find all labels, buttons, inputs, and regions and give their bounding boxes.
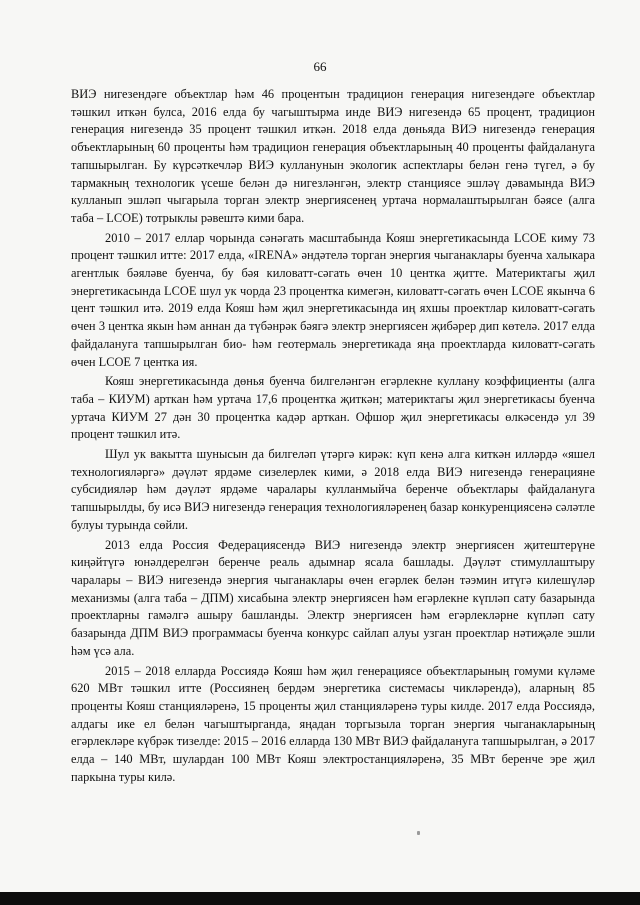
paragraph-4: Шул ук вакытта шунысын да билгеләп үтәргә кирәк: күп кенә алга киткән илләрдә «яшел технологияләргә» дәүләт ярдәме сизелерлек кими, ә 2018 елда ВИЭ нигезендә генерацияне субсидияләр һәм дәүләт ярдәме чаралары кулланмыйча беренче объектлары файдалануга тапшырылды, бу исә ВИЭ нигезендә генерация технологияләренең базар конкуренциясенә сәләтле булуы турында сөйли. (71, 447, 595, 532)
document-body (71, 86, 595, 788)
paragraph-6: 2015 – 2018 елларда Россиядә Кояш һәм җил генерациясе объектларының гомуми күләме 620 МВт тәшкил итте (Россиянең бердәм энергетика системасы чикләрендә), аларның 85 проценты Кояш станцияләренә, 15 проценты җил станцияләренә туры килде. 2017 елда Россиядә, алдагы ике ел белән чагыштырганда, яңадан торгызыла торган энергия чыганакларының егәрлекләре күбрәк тизелде: 2015 – 2016 елларда 130 МВт ВИЭ файдалануга тапшырылган, ә 2017 елда – 140 МВт, шулардан 100 МВт Кояш электростанцияләренә, 35 МВт беренче эре җил паркына туры килә. (71, 663, 595, 784)
scan-bottom-border (0, 892, 640, 905)
paragraph-1: ВИЭ нигезендәге объектлар һәм 46 процентын традицион генерация нигезендәге объектлар тәшкил иткән булса, 2016 елда бу чагыштырма инде ВИЭ нигезендә 65 процент, традицион генерация нигезендә 35 процент тәшкил иткән. 2018 елда дөньяда ВИЭ нигезендә генерация объектларының 60 проценты һәм традицион генерация объектларының 40 проценты файдалануга тапшырылган. Бу күрсәткечләр ВИЭ кулланунын экологик аспектлары белән генә түгел, ә бу тармакның технологик үсеше белән дә нигезләнгән, электр станциясе эшләү дәвамында ВИЭ кулланып эшләп чыгарыла торган электр энергиясенең уртача нормалаштырылган бәясе (алга таба – LCOE) тотрыклы рәвештә кими бара. (71, 87, 595, 225)
paragraph-2: 2010 – 2017 еллар чорында сәнәгать масштабында Кояш энергетикасында LCOE киму 73 процент тәшкил итте: 2017 елда, «IRENA» әндәтелә торган энергия чыганаклары буенча халыкара агентлык бәяләве буенча, бу бәя киловатт-сәгать өчен 10 центка җитте. Материктагы җил энергетикасында LCOE шул ук чорда 23 процентка кимегән, киловатт-сәгать өчен LCOE якынча 6 цент тәшкил итә. 2019 елда Кояш һәм җил энергетикасында иң яхшы проектлар киловатт-сәгать өчен 3 центка якын һәм аннан да түбәнрәк бәягә электр энергиясен җибәрер дип көтелә. 2017 елда файдалануга тапшырылган био- һәм геотермаль энергетикада яңа проектларда киловатт-сәгать өчен LCOE 7 центка ия. (71, 230, 595, 369)
paragraph-5: 2013 елда Россия Федерациясендә ВИЭ нигезендә электр энергиясен җитештерүне киңәйтүгә юнәлдерелгән беренче реаль адымнар ясала башлады. Дәүләт стимуллаштыру чаралары – ВИЭ нигезендә энергия чыганаклары өчен егәрлек белән тәэмин итүгә килешүләр механизмы (алга таба – ДПМ) хисабына электр энергиясен һәм егәрлекне күпләп сату базарында проектларны гамәлгә ашыру башланды. Электр энергиясен һәм егәрлекләрне күпләп сату базарында ДПМ ВИЭ программасы буенча конкурс сайлап алуы узган проектлар нәтиҗәле эшли һәм үсә ала. (71, 537, 595, 658)
paragraph-3: Кояш энергетикасында дөнья буенча билгеләнгән егәрлекне куллану коэффициенты (алга таба – КИУМ) арткан һәм уртача 17,6 процентка җиткән; материктагы җил энергетикасы буенча уртача КИУМ 27 дән 30 процентка кадәр арткан. Офшор җил энергетикасы өлкәсендә ул 39 процент тәшкил итә. (71, 374, 595, 442)
scan-speck (417, 831, 420, 835)
page-number: 66 (313, 59, 327, 74)
